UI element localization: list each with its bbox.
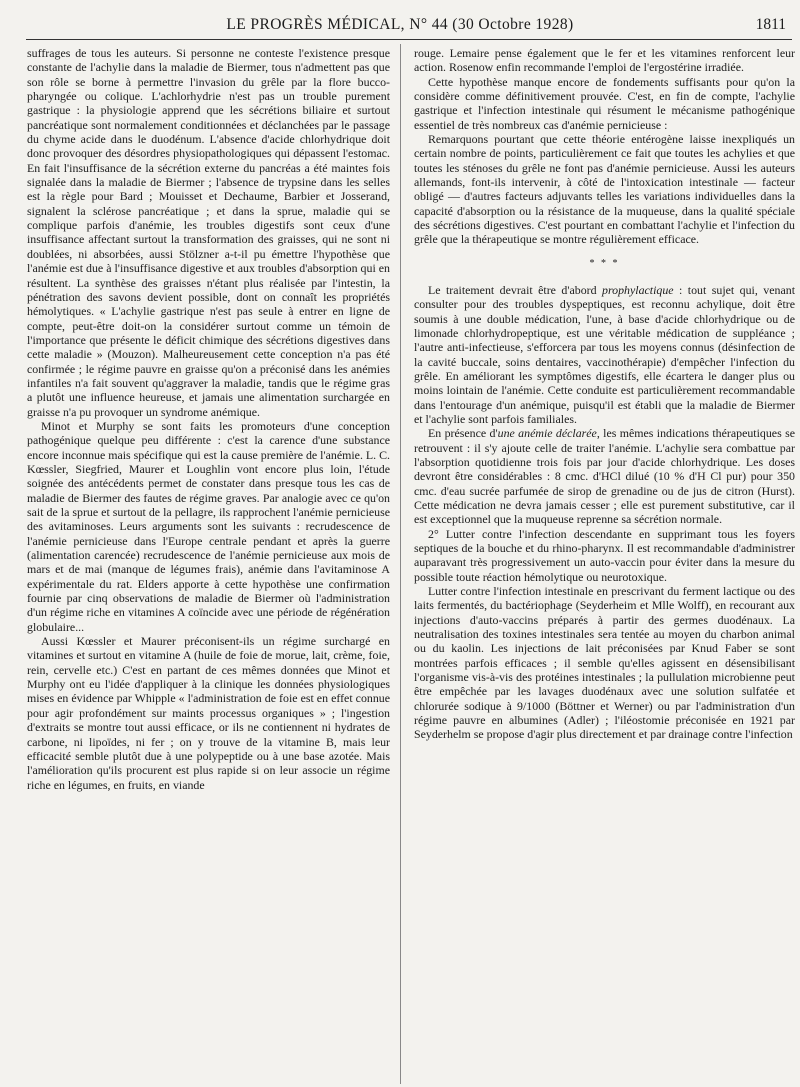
left-column xyxy=(27,46,390,792)
text-run: : tout sujet qui, venant consulter pour des troubles dyspeptiques, est reconnu achylique, doit être soumis à une double médication, l'une, à base d'acide chlorhydrique ou de limonade chlorhydropeptique, est une véritable médication de suppléance ; l'autre anti-infectieuse, s'efforcera par tous les moyens connus (désinfection de la cavité buccale, soins dentaires, vaccinothérapie) d'empêcher l'infection du grêle. En améliorant les symptômes digestifs, elle écartera le danger plus ou moins lointain de l'anémie. Cette conduite est particulièrement recommandable dans l'entourage d'un anémique, puisqu'il est établi que la maladie de Biermer et l'achylie sont parfois familiales. xyxy=(414,282,795,426)
page-number: 1811 xyxy=(755,16,786,33)
paragraph: 2° Lutter contre l'infection descendante en supprimant tous les foyers septiques de la bouche et du rhino-pharynx. Il est recommandable d'administrer auparavant très progressivement un auto-vaccin pour éviter dans la mesure du possible toute réaction hémolytique ou neurotoxique. xyxy=(414,526,795,584)
italic-term: une anémie déclarée xyxy=(497,426,597,441)
paragraph: Lutter contre l'infection intestinale en prescrivant du ferment lactique ou des laits fermentés, du bactériophage (Seyderheim et Mlle Wolff), en recourant aux injections d'auto-vaccins préparés à partir des germes duodénaux. La neutralisation des toxines intestinales sera tentée au moyen du charbon animal ou du kaolin. Les injections de lait préconisées par Knud Faber se sont montrées parfois efficaces ; il semble qu'elles agissent en désensibilisant l'organisme vis-à-vis des protéines intestinales ; la pullulation microbienne peut être empêchée par les lavages duodénaux avec une solution sulfatée et chlorurée sodique à 9/1000 (Böttner et Werner) ou par l'administration d'un régime pauvre en albumines (Adler) ; l'iléostomie préconisée en 1921 par Seyderhelm se propose d'agir plus directement et par drainage contre l'infection xyxy=(414,584,795,742)
text-run: Le traitement devrait être d'abord xyxy=(428,282,603,297)
running-title: LE PROGRÈS MÉDICAL, N° 44 (30 Octobre 1928) xyxy=(226,16,574,33)
header-rule xyxy=(26,39,792,40)
column-divider xyxy=(400,44,401,1084)
paragraph-treatment xyxy=(414,283,795,426)
paragraph: Remarquons pourtant que cette théorie entérogène laisse inexpliqués un certain nombre de points, particulièrement ce fait que toutes les achylies et que toutes les sténoses du grêle ne font pas d'anémie pernicieuse. Aussi les auteurs allemands, font-ils intervenir, à côté de l'intoxication intestinale — facteur obligé — d'autres facteurs adjuvants telles les variations individuelles dans la capacité d'absorption ou la résistance de la muqueuse, dans la qualité spéciale des sécrétions digestives. C'est pourtant en combattant l'achylie et l'infection du grêle que la thérapeutique se montre régulièrement efficace. xyxy=(414,132,795,247)
paragraph-declared-anemia xyxy=(414,426,795,526)
paragraph: Cette hypothèse manque encore de fondements suffisants pour qu'on la considère comme définitivement prouvée. C'est, en fin de compte, l'achylie gastrique et l'infection intestinale qui résument le mécanisme pathogénique essentiel de très nombreux cas d'anémie pernicieuse : xyxy=(414,74,795,132)
right-column xyxy=(414,46,795,742)
text-run: En présence d' xyxy=(428,426,498,441)
paragraph: rouge. Lemaire pense également que le fer et les vitamines renforcent leur action. Rosenow enfin recommande l'emploi de l'ergostérine irradiée. xyxy=(414,46,795,75)
paragraph: Aussi Kœssler et Maurer préconisent-ils un régime surchargé en vitamines et surtout en vitamine A (huile de foie de morue, lait, crème, foie, rein, cervelle etc.) C'est en partant de ces mêmes données que Minot et Murphy ont eu l'idée d'appliquer à la clinique les données physiologiques mises en évidence par Whipple « l'administration de foie est en effet connue pour agir profondément sur maints processus organiques » ; l'ingestion d'extraits se montre tout aussi efficace, or ils ne contiennent ni hydrates de carbone, ni lipoïdes, ni fer ; on y trouve de la vitamine B, mais leur efficacité semble plutôt due à une polypeptide ou à une base azotée. Mais l'amélioration qu'ils procurent est plus rapide si on leur associe un régime riche en légumes, en fruits, en viande xyxy=(27,634,390,792)
section-break-asterism: * * * xyxy=(589,257,620,269)
paragraph: Minot et Murphy se sont faits les promoteurs d'une conception pathogénique quelque peu différente : c'est la carence d'une substance encore inconnue mais spécifique qui est la cause première de l'anémie. L. C. Kœssler, Siegfried, Maurer et Loughlin vont encore plus loin, l'étude soignée des antécédents permet de constater dans presque tous les cas de maladie de Biermer des fautes de régime graves. Par analogie avec ce qu'on sait de la sprue et surtout de la pellagre, ils rapprochent l'anémie pernicieuse des avitaminoses. Leurs arguments sont les suivants : recrudescence de l'anémie pernicieuse dans l'Europe centrale pendant et après la guerre (alimentation carencée) recrudescence de l'anémie pernicieuse aux mois de mars et de mai (manque de légumes frais), anémie dans l'avitaminose A expérimentale du rat. Elders apporte à cette hypothèse une confirmation fournie par cinq observations de maladie de Biermer où l'administration d'un régime riche en vitamines A coïncide avec une période de régénération globulaire... xyxy=(27,418,391,634)
italic-term: prophylactique xyxy=(602,282,674,297)
page-header xyxy=(0,0,800,44)
paragraph: suffrages de tous les auteurs. Si personne ne conteste l'existence presque constante de l'achylie dans la maladie de Biermer, tous n'admettent pas que son rôle se borne à permettre l'invasion du grêle par la flore bucco-pharyngée ou colique. L'achlorhydrie n'est pas un trouble purement gastrique : la physiologie apprend que les sécrétions biliaire et surtout pancréatique sont normalement conditionnées et déclanchées par le passage du chyme acide dans le duodénum. L'absence d'acide chlorhydrique doit donc provoquer des désordres physiopathologiques qui dépassent l'estomac. En fait l'insuffisance de la sécrétion externe du pancréas a été maintes fois signalée dans la maladie de Biermer ; l'absence de trypsine dans les selles est la règle pour Bard ; Mouisset et Dechaume, Barbier et Josserand, signalent la sclérose pancréatique ; et dans la sprue, maladie qui se complique parfois d'anémie, les troubles digestifs sont ceux d'une insuffisance affectant surtout la transformation des graisses, qui ne sont ni doublées, ni absorbées, aussi Stölzner a-t-il pu émettre l'hypothèse que l'anémie est due à l'insuffisance digestive et aux troubles d'absorption qui en résultent. La synthèse des graisses n'étant plus réalisée par l'intestin, la pénétration des savons devient possible, dont on connaît les propriétés hémolytiques. « L'achylie gastrique n'est pas seule à entrer en ligne de compte, peut-être doit-on la considérer surtout comme un témoin de l'importance que présente le déficit chimique des sécrétions digestives dans cette maladie » (Mouzon). Malheureusement cette conception n'a pas été confirmée ; le régime pauvre en graisse qu'on a préconisé dans les anémies infantiles n'a fait souvent qu'aggraver la maladie, tandis que le régime gras a plutôt une influence heureuse, et jamais une alimentation surchargée en graisse n'a pu provoquer un syndrome anémique. xyxy=(27,46,390,419)
text-run: , les mêmes indications thérapeutiques se retrouvent : il s'y ajoute celle de traiter l'anémie. L'achylie sera combattue par l'absorption quotidienne trois fois par jour d'acide chlorhydrique. Les doses devront être considérables : 8 cmc. d'HCl dilué (10 % d'H Cl pur) pour 350 cmc. d'eau sucrée parfumée de sirop de grenadine ou de jus de citron (Hurst). Cette médication ne devra jamais cesser ; elle est purement substitutive, car il est exceptionnel que la muqueuse reprenne sa sécrétion normale. xyxy=(414,426,795,527)
